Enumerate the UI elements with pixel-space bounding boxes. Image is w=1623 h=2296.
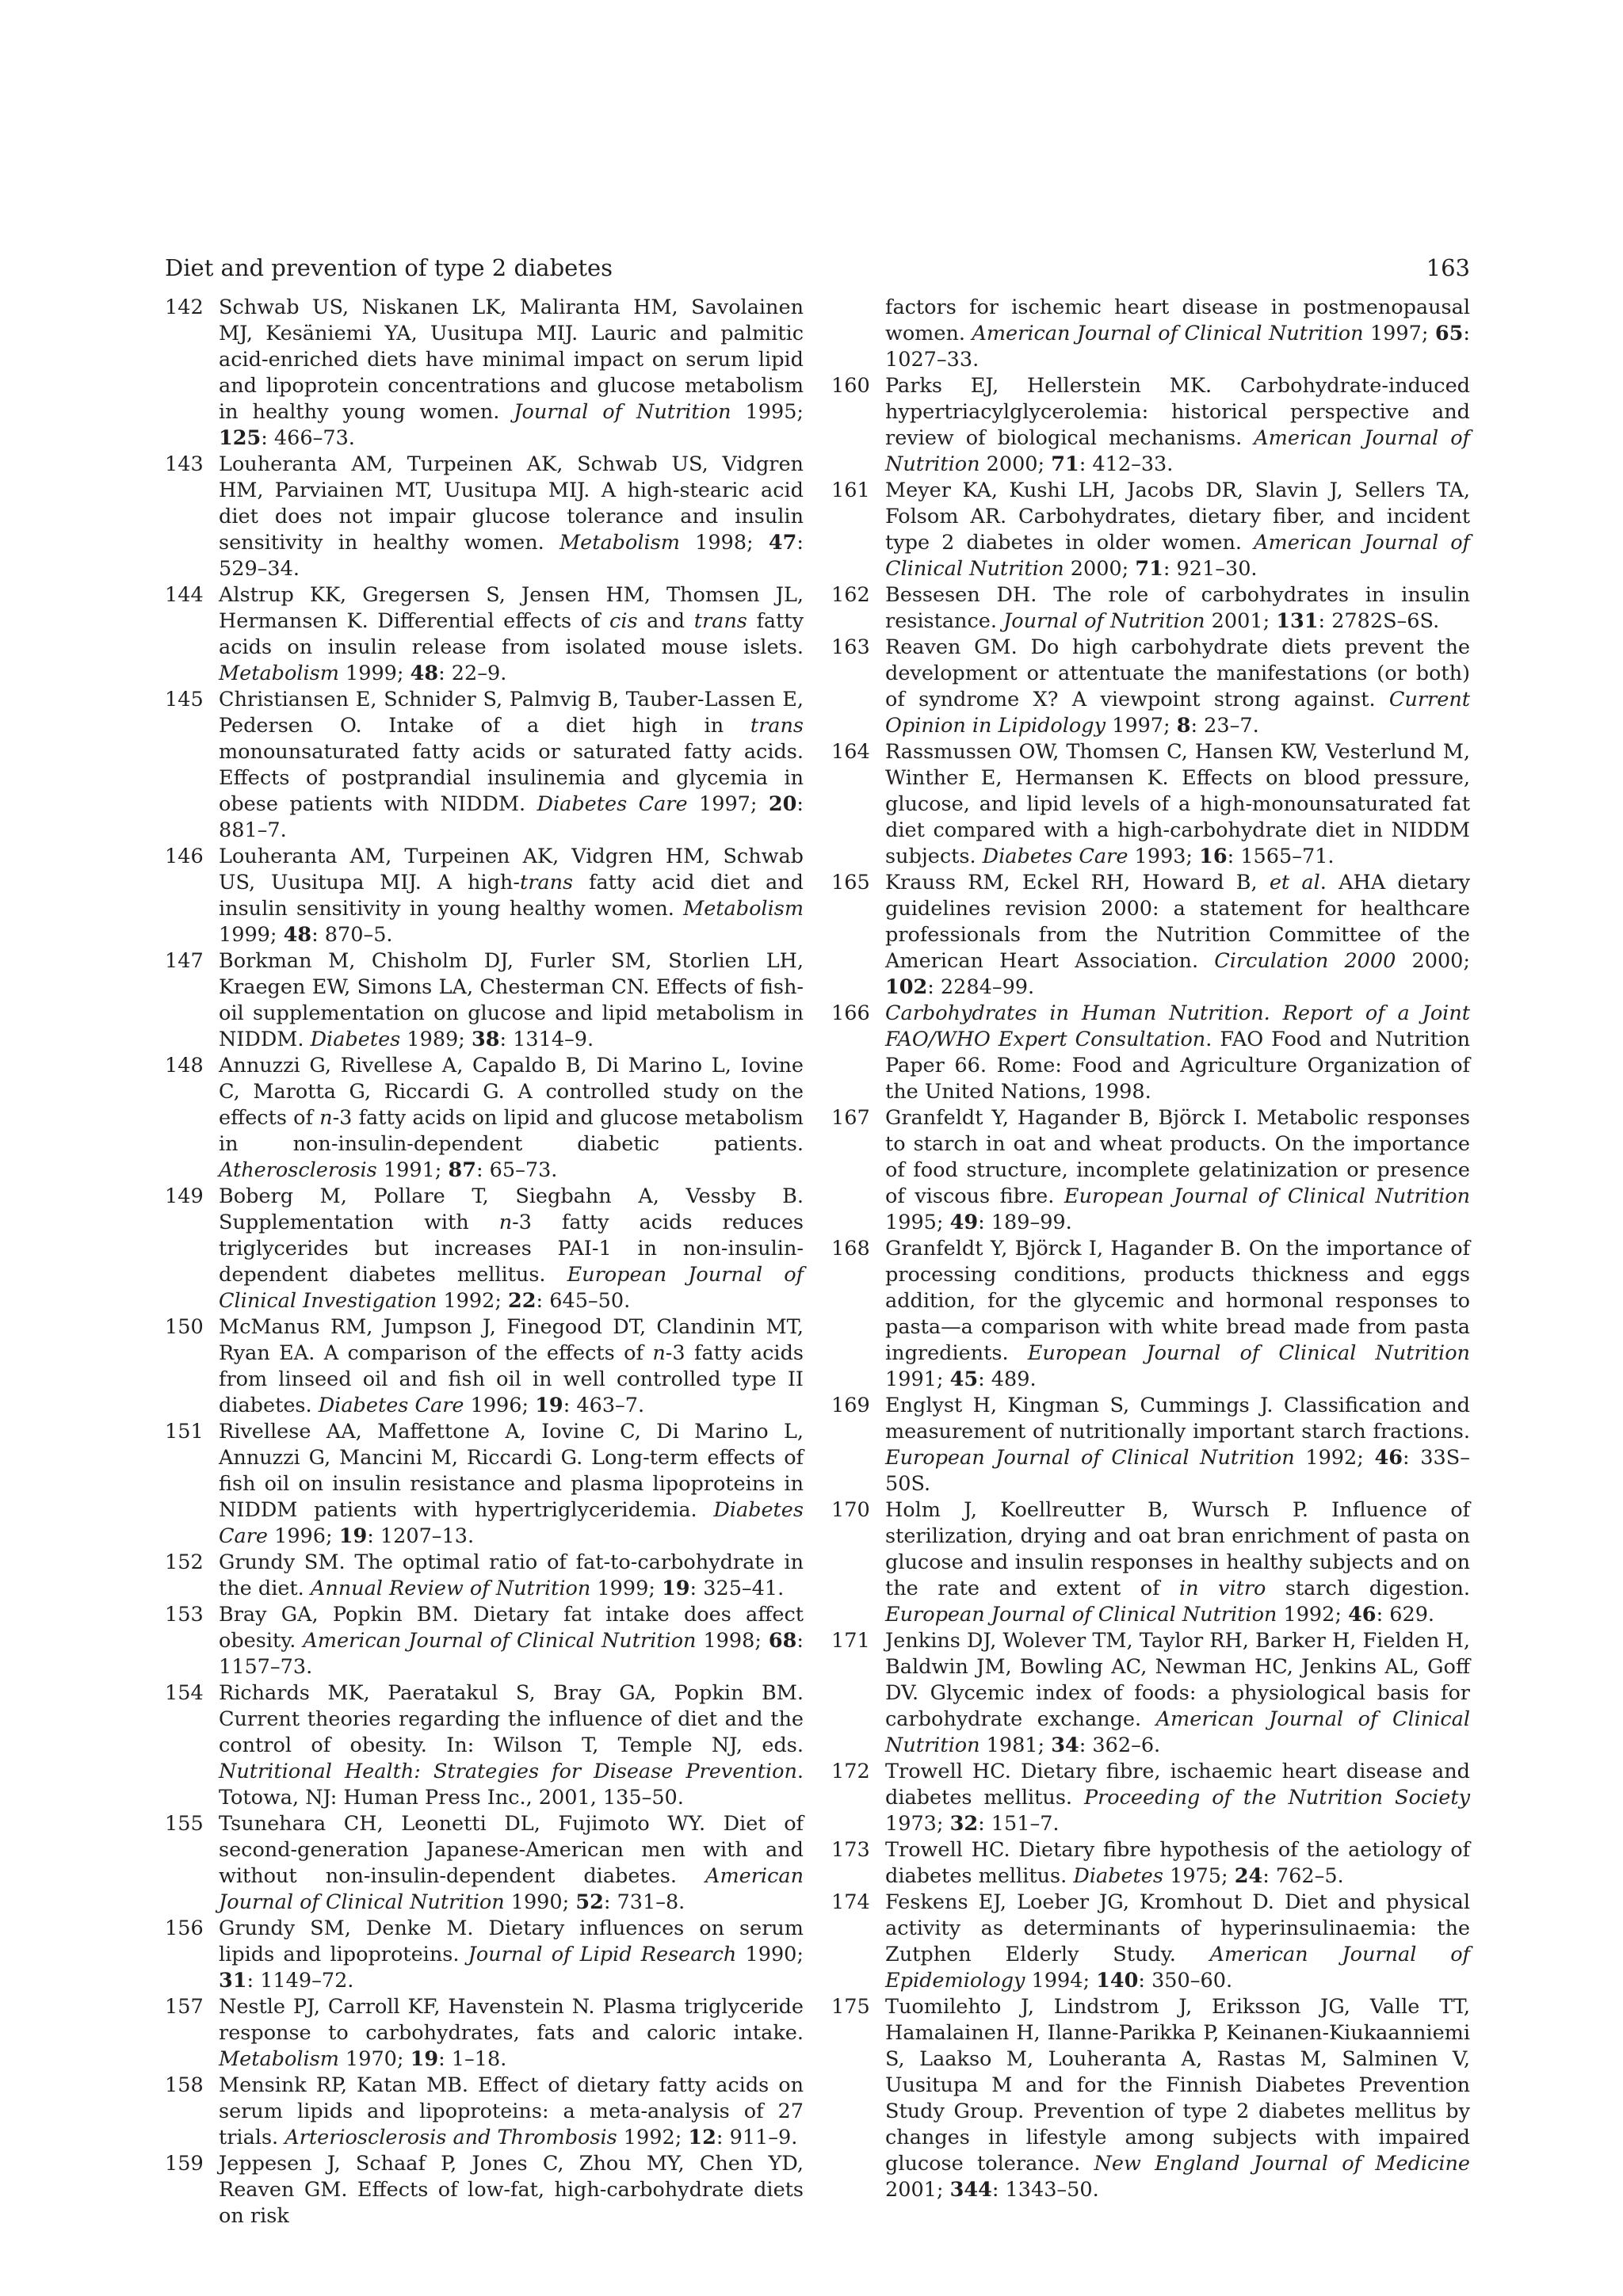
reference-text: Grundy SM, Denke M. Dietary influences on serum lipids and lipoproteins. Journal of Lipid Research 1990; 31: 1149–72. <box>219 1917 804 1993</box>
reference-text: Meyer KA, Kushi LH, Jacobs DR, Slavin J, Sellers TA, Folsom AR. Carbohydrates, dietary fiber, and incident type 2 diabetes in older women. American Journal of Clinical Nutrition 2000; 71: 921–30. <box>885 479 1470 581</box>
reference-161 <box>831 478 1470 582</box>
reference-number: 173 <box>831 1838 870 1862</box>
reference-172 <box>831 1759 1470 1837</box>
reference-number: 146 <box>165 845 204 868</box>
reference-152 <box>165 1550 804 1602</box>
reference-number: 174 <box>831 1890 870 1914</box>
reference-number: 165 <box>831 871 870 894</box>
reference-text: Granfeldt Y, Hagander B, Björck I. Metabolic responses to starch in oat and wheat products. On the importance of food structure, incomplete gelatinization or presence of viscous fibre. European Journal of Clinical Nutrition 1995; 49: 189–99. <box>885 1106 1470 1234</box>
reference-text: Bray GA, Popkin BM. Dietary fat intake does affect obesity. American Journal of Clinical Nutrition 1998; 68: 1157–73. <box>219 1603 804 1679</box>
reference-text: Louheranta AM, Turpeinen AK, Vidgren HM, Schwab US, Uusitupa MIJ. A high-trans fatty acid diet and insulin sensitivity in young healthy women. Metabolism 1999; 48: 870–5. <box>219 845 804 947</box>
reference-number: 171 <box>831 1629 870 1653</box>
reference-number: 164 <box>831 740 870 764</box>
reference-continuation: factors for ischemic heart disease in postmenopausal women. American Journal of Clinical Nutrition 1997; 65: 1027–33. <box>885 296 1470 372</box>
reference-number: 148 <box>165 1054 204 1077</box>
reference-number: 159 <box>165 2152 204 2176</box>
reference-text: Richards MK, Paeratakul S, Bray GA, Popkin BM. Current theories regarding the influence of diet and the control of obesity. In: Wilson T, Temple NJ, eds. Nutritional Health: Strategies for Disease Prevention. Totowa, NJ: Human Press Inc., 2001, 135–50. <box>219 1681 804 1810</box>
reference-number: 155 <box>165 1812 204 1836</box>
reference-text: Annuzzi G, Rivellese A, Capaldo B, Di Marino L, Iovine C, Marotta G, Riccardi G. A controlled study on the effects of n-3 fatty acids on lipid and glucose metabolism in non-insulin-dependent diabetic patients. Atherosclerosis 1991; 87: 65–73. <box>219 1054 804 1182</box>
reference-154 <box>165 1680 804 1811</box>
reference-165 <box>831 870 1470 1001</box>
reference-166 <box>831 1001 1470 1105</box>
reference-162 <box>831 582 1470 635</box>
reference-143 <box>165 452 804 582</box>
reference-text: Tuomilehto J, Lindstrom J, Eriksson JG, Valle TT, Hamalainen H, Ilanne-Parikka P, Keinanen-Kiukaanniemi S, Laakso M, Louheranta A, Rastas M, Salminen V, Uusitupa M and for the Finnish Diabetes Prevention Study Group. Prevention of type 2 diabetes mellitus by changes in lifestyle among subjects with impaired glucose tolerance. New England Journal of Medicine 2001; 344: 1343–50. <box>885 1995 1470 2202</box>
reference-text: Krauss RM, Eckel RH, Howard B, et al. AHA dietary guidelines revision 2000: a statement for healthcare professionals from the Nutrition Committee of the American Heart Association. Circulation 2000 2000; 102: 2284–99. <box>885 871 1470 999</box>
reference-174 <box>831 1890 1470 1994</box>
reference-text: Trowell HC. Dietary fibre hypothesis of the aetiology of diabetes mellitus. Diabetes 1975; 24: 762–5. <box>885 1838 1470 1888</box>
reference-text: Jeppesen J, Schaaf P, Jones C, Zhou MY, Chen YD, Reaven GM. Effects of low-fat, high-carbohydrate diets on risk <box>219 2152 804 2228</box>
reference-number: 170 <box>831 1498 870 1522</box>
reference-number: 172 <box>831 1760 870 1783</box>
reference-147 <box>165 948 804 1053</box>
reference-text: Alstrup KK, Gregersen S, Jensen HM, Thomsen JL, Hermansen K. Differential effects of cis and trans fatty acids on insulin release from isolated mouse islets. Metabolism 1999; 48: 22–9. <box>219 583 804 685</box>
reference-142 <box>165 295 804 452</box>
reference-number: 166 <box>831 1001 870 1025</box>
reference-text: Grundy SM. The optimal ratio of fat-to-carbohydrate in the diet. Annual Review of Nutrition 1999; 19: 325–41. <box>219 1550 804 1600</box>
running-head <box>165 252 1470 284</box>
reference-text: Schwab US, Niskanen LK, Maliranta HM, Savolainen MJ, Kesäniemi YA, Uusitupa MIJ. Lauric and palmitic acid-enriched diets have minimal impact on serum lipid and lipoprotein concentrations and glucose metabolism in healthy young women. Journal of Nutrition 1995; 125: 466–73. <box>219 296 804 450</box>
reference-text: Louheranta AM, Turpeinen AK, Schwab US, Vidgren HM, Parviainen MT, Uusitupa MIJ. A high-stearic acid diet does not impair glucose tolerance and insulin sensitivity in healthy women. Metabolism 1998; 47: 529–34. <box>219 452 804 581</box>
reference-text: Carbohydrates in Human Nutrition. Report of a Joint FAO/WHO Expert Consultation. FAO Food and Nutrition Paper 66. Rome: Food and Agriculture Organization of the United Nations, 1998. <box>885 1001 1470 1104</box>
reference-number: 144 <box>165 583 204 607</box>
reference-163 <box>831 635 1470 739</box>
reference-149 <box>165 1184 804 1314</box>
reference-number: 169 <box>831 1394 870 1417</box>
reference-number: 142 <box>165 296 204 319</box>
reference-text: Granfeldt Y, Björck I, Hagander B. On the importance of processing conditions, products thickness and eggs addition, for the glycemic and hormonal responses to pasta—a comparison with white bread made from pasta ingredients. European Journal of Clinical Nutrition 1991; 45: 489. <box>885 1237 1470 1391</box>
reference-number: 160 <box>831 374 870 398</box>
reference-148 <box>165 1053 804 1184</box>
reference-145 <box>165 687 804 844</box>
reference-153 <box>165 1602 804 1680</box>
reference-text: Jenkins DJ, Wolever TM, Taylor RH, Barker H, Fielden H, Baldwin JM, Bowling AC, Newman HC, Jenkins AL, Goff DV. Glycemic index of foods: a physiological basis for carbohydrate exchange. American Journal of Clinical Nutrition 1981; 34: 362–6. <box>885 1629 1470 1757</box>
reference-text: Parks EJ, Hellerstein MK. Carbohydrate-induced hypertriacylglycerolemia: historical perspective and review of biological mechanisms. American Journal of Nutrition 2000; 71: 412–33. <box>885 374 1470 476</box>
reference-number: 152 <box>165 1550 204 1574</box>
running-title: Diet and prevention of type 2 diabetes <box>165 254 613 281</box>
reference-text: Mensink RP, Katan MB. Effect of dietary fatty acids on serum lipids and lipoproteins: a meta-analysis of 27 trials. Arteriosclerosis and Thrombosis 1992; 12: 911–9. <box>219 2073 804 2149</box>
reference-text: Feskens EJ, Loeber JG, Kromhout D. Diet and physical activity as determinants of hyperinsulinaemia: the Zutphen Elderly Study. American Journal of Epidemiology 1994; 140: 350–60. <box>885 1890 1470 1993</box>
references-left-column <box>165 295 804 2229</box>
reference-number: 149 <box>165 1184 204 1208</box>
reference-number: 143 <box>165 452 204 476</box>
reference-text: Nestle PJ, Carroll KF, Havenstein N. Plasma triglyceride response to carbohydrates, fats and caloric intake. Metabolism 1970; 19: 1–18. <box>219 1995 804 2071</box>
reference-159 <box>165 2151 804 2229</box>
reference-number: 151 <box>165 1420 204 1444</box>
reference-164 <box>831 739 1470 870</box>
reference-text: Tsunehara CH, Leonetti DL, Fujimoto WY. Diet of second-generation Japanese-American men with and without non-insulin-dependent diabetes. American Journal of Clinical Nutrition 1990; 52: 731–8. <box>219 1812 804 1914</box>
reference-158 <box>165 2073 804 2151</box>
reference-175 <box>831 1994 1470 2203</box>
reference-number: 162 <box>831 583 870 607</box>
reference-144 <box>165 582 804 687</box>
reference-text: McManus RM, Jumpson J, Finegood DT, Clandinin MT, Ryan EA. A comparison of the effects of n-3 fatty acids from linseed oil and fish oil in well controlled type II diabetes. Diabetes Care 1996; 19: 463–7. <box>219 1315 804 1417</box>
page-number: 163 <box>1426 254 1470 281</box>
reference-number: 167 <box>831 1106 870 1130</box>
reference-number: 153 <box>165 1603 204 1627</box>
reference-text: Rassmussen OW, Thomsen C, Hansen KW, Vesterlund M, Winther E, Hermansen K. Effects on blood pressure, glucose, and lipid levels of a high-monounsaturated fat diet compared with a high-carbohydrate diet in NIDDM subjects. Diabetes Care 1993; 16: 1565–71. <box>885 740 1470 868</box>
reference-number: 157 <box>165 1995 204 2019</box>
reference-number: 147 <box>165 949 204 973</box>
reference-156 <box>165 1916 804 1994</box>
reference-171 <box>831 1628 1470 1759</box>
reference-number: 175 <box>831 1995 870 2019</box>
reference-text: Holm J, Koellreutter B, Wursch P. Influence of sterilization, drying and oat bran enrichment of pasta on glucose and insulin responses in healthy subjects and on the rate and extent of in vitro starch digestion. European Journal of Clinical Nutrition 1992; 46: 629. <box>885 1498 1470 1627</box>
reference-text: Boberg M, Pollare T, Siegbahn A, Vessby B. Supplementation with n-3 fatty acids reduces triglycerides but increases PAI-1 in non-insulin-dependent diabetes mellitus. European Journal of Clinical Investigation 1992; 22: 645–50. <box>219 1184 804 1313</box>
reference-146 <box>165 844 804 948</box>
reference-number: 145 <box>165 688 204 711</box>
reference-167 <box>831 1105 1470 1236</box>
reference-160 <box>831 373 1470 478</box>
reference-text: Trowell HC. Dietary fibre, ischaemic heart disease and diabetes mellitus. Proceeding of the Nutrition Society 1973; 32: 151–7. <box>885 1760 1470 1836</box>
reference-151 <box>165 1419 804 1550</box>
reference-text: Reaven GM. Do high carbohydrate diets prevent the development or attentuate the manifestations (or both) of syndrome X? A viewpoint strong against. Current Opinion in Lipidology 1997; 8: 23–7. <box>885 635 1470 738</box>
reference-number: 163 <box>831 635 870 659</box>
reference-157 <box>165 1994 804 2073</box>
reference-155 <box>165 1811 804 1916</box>
references-right-column <box>831 295 1470 2203</box>
reference-number: 156 <box>165 1917 204 1940</box>
reference-text: Englyst H, Kingman S, Cummings J. Classification and measurement of nutritionally important starch fractions. European Journal of Clinical Nutrition 1992; 46: 33S–50S. <box>885 1394 1470 1496</box>
reference-text: Rivellese AA, Maffettone A, Iovine C, Di Marino L, Annuzzi G, Mancini M, Riccardi G. Long-term effects of fish oil on insulin resistance and plasma lipoproteins in NIDDM patients with hypertriglyceridemia. Diabetes Care 1996; 19: 1207–13. <box>219 1420 804 1548</box>
reference-168 <box>831 1236 1470 1393</box>
reference-number: 168 <box>831 1237 870 1261</box>
reference-number: 158 <box>165 2073 204 2097</box>
reference-number: 150 <box>165 1315 204 1339</box>
reference-169 <box>831 1393 1470 1497</box>
reference-150 <box>165 1314 804 1419</box>
reference-text: Bessesen DH. The role of carbohydrates in insulin resistance. Journal of Nutrition 2001; 131: 2782S–6S. <box>885 583 1470 633</box>
reference-text: Christiansen E, Schnider S, Palmvig B, Tauber-Lassen E, Pedersen O. Intake of a diet high in trans monounsaturated fatty acids or saturated fatty acids. Effects of postprandial insulinemia and glycemia in obese patients with NIDDM. Diabetes Care 1997; 20: 881–7. <box>219 688 804 842</box>
reference-number: 154 <box>165 1681 204 1705</box>
reference-number: 161 <box>831 479 870 502</box>
reference-text: Borkman M, Chisholm DJ, Furler SM, Storlien LH, Kraegen EW, Simons LA, Chesterman CN. Effects of fish-oil supplementation on glucose and lipid metabolism in NIDDM. Diabetes 1989; 38: 1314–9. <box>219 949 804 1051</box>
reference-170 <box>831 1497 1470 1628</box>
reference-173 <box>831 1837 1470 1890</box>
